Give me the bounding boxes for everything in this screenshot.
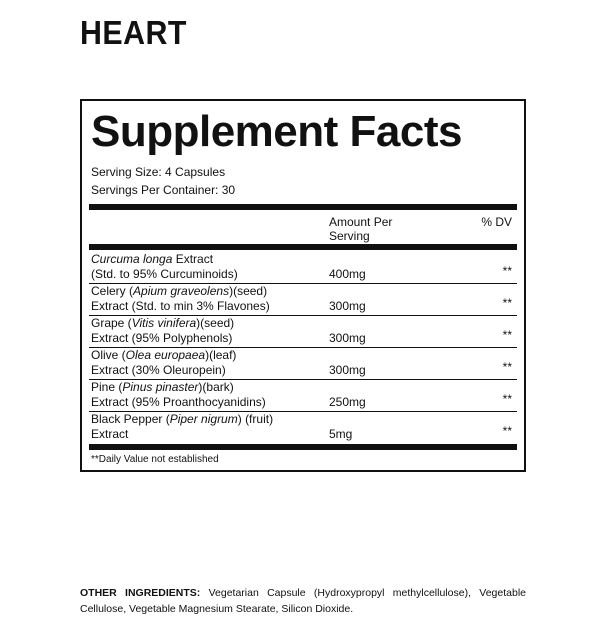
amount-column-header [329,215,392,243]
facts-heading: Supplement Facts [91,107,462,156]
ingredient-name-line-2: Extract (30% Oleuropein) [91,363,226,377]
ingredient-amount: 300mg [329,299,366,313]
ingredient-amount: 250mg [329,395,366,409]
amount-header-line-1: Amount Per [329,215,393,229]
other-ingredients-label: OTHER INGREDIENTS: [80,587,201,599]
thick-divider [89,444,517,450]
ingredient-amount: 5mg [329,427,353,441]
ingredient-amount: 400mg [329,267,366,281]
supplement-facts-panel [80,99,526,472]
footnote: **Daily Value not established [91,454,219,465]
ingredient-name-line-2: Extract (95% Proanthocyanidins) [91,395,266,409]
ingredient-dv: ** [502,296,512,310]
ingredient-name-line-1: Black Pepper (Piper nigrum) (fruit) [91,412,274,426]
ingredient-name [91,316,321,346]
ingredient-name-line-2: (Std. to 95% Curcuminoids) [91,267,238,281]
ingredient-name-line-2: Extract (Std. to min 3% Flavones) [91,299,270,313]
ingredient-name-line-1: Grape (Vitis vinifera)(seed) [91,316,235,330]
thick-divider [89,204,517,210]
ingredient-name-line-2: Extract [91,427,129,441]
ingredient-dv: ** [502,328,512,342]
ingredient-name-line-2: Extract (95% Polyphenols) [91,331,233,345]
ingredient-name [91,412,321,442]
ingredient-name-line-1: Curcuma longa Extract [91,252,214,266]
ingredient-amount: 300mg [329,363,366,377]
ingredient-name [91,284,321,314]
ingredient-dv: ** [502,424,512,438]
other-ingredients-text: Vegetarian Capsule (Hydroxypropyl methylcellulose), Vegetable Cellulose, Vegetable Magnesium Stearate, Silicon Dioxide. [80,587,526,615]
ingredient-amount: 300mg [329,331,366,345]
ingredient-botanical-name: Olea europaea [125,348,206,362]
ingredient-botanical-name: Piper nigrum [169,412,238,426]
thick-divider [89,244,517,250]
dv-column-header: % DV [481,215,512,229]
amount-header-line-2: Serving [329,229,370,243]
ingredient-name [91,348,321,378]
ingredient-dv: ** [502,264,512,278]
ingredient-botanical-name: Curcuma longa [91,252,173,266]
ingredient-name [91,380,321,410]
ingredient-name [91,252,321,282]
servings-per-container: Servings Per Container: 30 [91,183,236,197]
ingredient-botanical-name: Pinus pinaster [122,380,199,394]
ingredient-dv: ** [502,392,512,406]
ingredient-botanical-name: Vitis vinifera [131,316,197,330]
other-ingredients [80,585,526,617]
product-title: HEART [80,14,187,51]
ingredient-name-line-1: Olive (Olea europaea)(leaf) [91,348,237,362]
ingredient-name-line-1: Pine (Pinus pinaster)(bark) [91,380,234,394]
ingredient-name-line-1: Celery (Apium graveolens)(seed) [91,284,268,298]
ingredient-botanical-name: Apium graveolens [133,284,230,298]
serving-size: Serving Size: 4 Capsules [91,165,226,179]
ingredient-dv: ** [502,360,512,374]
